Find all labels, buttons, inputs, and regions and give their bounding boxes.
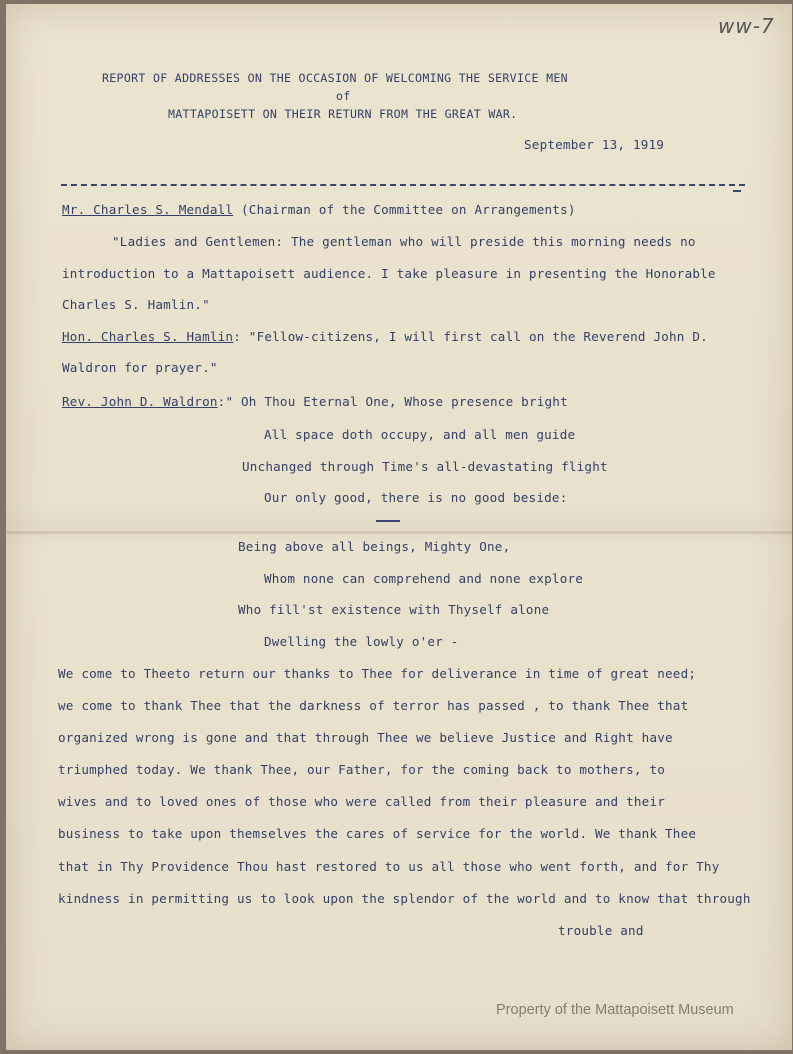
hamlin-text-continued: Waldron for prayer." [62,360,218,375]
section-divider [61,184,745,186]
prayer-line: triumphed today. We thank Thee, our Father, for the coming back to mothers, to [58,762,666,777]
document-page [6,4,792,1050]
speaker-mendall-name: Mr. Charles S. Mendall [62,202,234,217]
stanza-separator [376,520,400,522]
speaker-waldron-name: Rev. John D. Waldron [62,394,218,409]
museum-watermark: Property of the Mattapoisett Museum [496,1002,734,1018]
poem-line: Being above all beings, Mighty One, [238,539,511,554]
prayer-line: business to take upon themselves the cares of service for the world. We thank Thee [58,826,697,841]
page-continuation: trouble and [558,923,644,938]
poem-line: Whom none can comprehend and none explore [264,571,584,586]
archive-annotation: ww-7 [718,14,775,38]
waldron-text: :" Oh Thou Eternal One, Whose presence bright [217,394,568,409]
speaker-line-hamlin [62,329,708,344]
report-title-line-1: REPORT OF ADDRESSES ON THE OCCASION OF WELCOMING THE SERVICE MEN [102,71,568,85]
poem-line: Unchanged through Time's all-devastating flight [242,459,608,474]
poem-line: Our only good, there is no good beside: [264,490,568,505]
prayer-line: we come to thank Thee that the darkness of terror has passed , to thank Thee that [58,698,689,713]
poem-line: Who fill'st existence with Thyself alone [238,602,550,617]
prayer-line: We come to Theeto return our thanks to Thee for deliverance in time of great need; [58,666,697,681]
mendall-text-line-3: Charles S. Hamlin." [62,297,210,312]
prayer-line: wives and to loved ones of those who were called from their pleasure and their [58,794,666,809]
poem-line: All space doth occupy, and all men guide [264,427,576,442]
report-title-line-2: of [336,89,351,103]
mendall-text-line-1: "Ladies and Gentlemen: The gentleman who will preside this morning needs no [112,234,696,249]
prayer-line: kindness in permitting us to look upon the splendor of the world and to know that through [58,891,751,906]
speaker-mendall-role: (Chairman of the Committee on Arrangements) [233,202,576,217]
speaker-hamlin-name: Hon. Charles S. Hamlin [62,329,234,344]
prayer-line: organized wrong is gone and that through Thee we believe Justice and Right have [58,730,673,745]
speaker-line-waldron [62,394,568,409]
divider-mark [733,190,741,192]
poem-line: Dwelling the lowly o'er - [264,634,459,649]
speaker-line-mendall [62,202,576,217]
report-date: September 13, 1919 [524,137,665,152]
hamlin-text: : "Fellow-citizens, I will first call on the Reverend John D. [233,329,708,344]
report-title-line-3: MATTAPOISETT ON THEIR RETURN FROM THE GREAT WAR. [168,107,518,121]
mendall-text-line-2: introduction to a Mattapoisett audience. I take pleasure in presenting the Honorable [62,266,716,281]
page-fold [6,531,792,534]
prayer-line: that in Thy Providence Thou hast restored to us all those who went forth, and for Thy [58,859,720,874]
